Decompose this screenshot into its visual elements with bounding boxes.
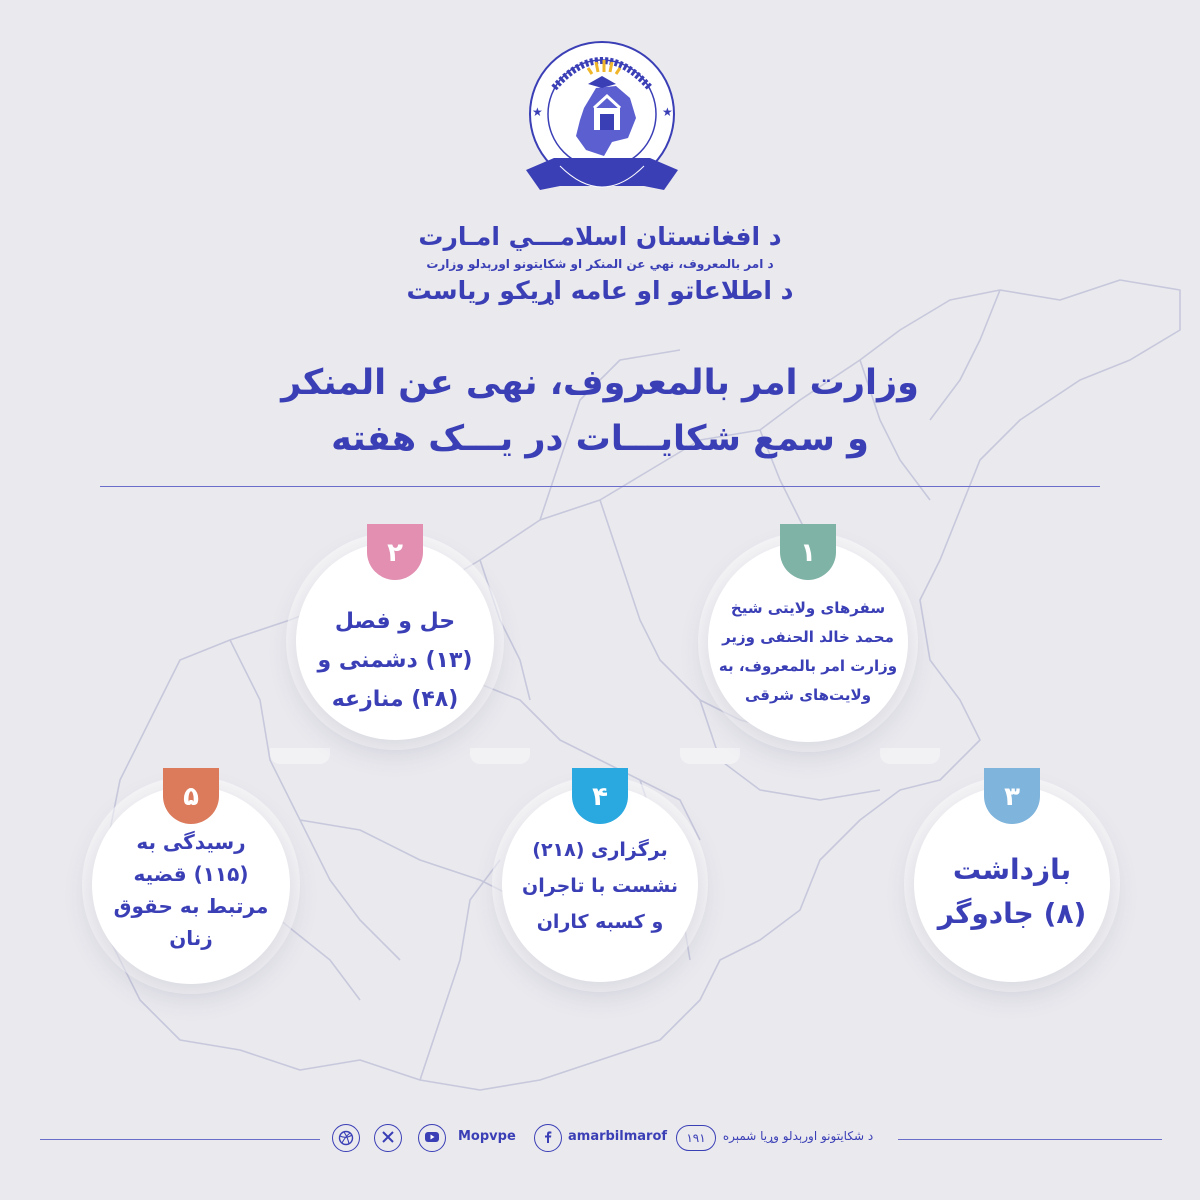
connector-tab (880, 748, 940, 764)
item-text: سفرهای ولایتی شیخ محمد خالد الحنفی وزیر وزارت امر بالمعروف، به ولایت‌های شرقی (718, 599, 898, 704)
item-text: رسیدگی به (۱۱۵) قضیه مرتبط به حقوق زنان (113, 830, 269, 950)
title-line-2: و سمع شکایـــات در یـــک هفته (331, 419, 869, 459)
ministry-name: د امر بالمعروف، نهي عن المنكر او شکايتونو اورېدلو وزارت (426, 257, 774, 271)
item-card-1 (708, 538, 908, 742)
item-card-3 (914, 782, 1110, 982)
footer-line-right (898, 1139, 1162, 1140)
item-number-badge: ۵ (163, 768, 219, 824)
title-divider (100, 486, 1100, 487)
item-text: حل و فصل (۱۳) دشمنی و (۴۸) منازعه (317, 609, 473, 712)
connector-tab (470, 748, 530, 764)
x-icon[interactable] (374, 1124, 402, 1152)
connector-tab (270, 748, 330, 764)
svg-text:★: ★ (662, 105, 673, 119)
youtube-icon[interactable] (418, 1124, 446, 1152)
hotline-label: د شکایتونو اورېدلو وړیا شمېره (722, 1129, 874, 1143)
item-card-2 (296, 538, 494, 740)
svg-text:★: ★ (532, 105, 543, 119)
item-text: بازداشت (۸) جادوگر (937, 853, 1087, 930)
item-number-badge: ۳ (984, 768, 1040, 824)
item-text: برگزاری (۲۱۸) نشست با تاجران و کسبه کاران (522, 839, 678, 933)
directorate-name: د اطلاعاتو او عامه اړیکو ریاست (406, 276, 794, 305)
item-card-5 (92, 782, 290, 984)
item-card-4 (502, 782, 698, 982)
footer-line-left (40, 1139, 320, 1140)
emirate-name: د افغانستان اسلامـــي امـارت (418, 222, 782, 251)
title-line-1: وزارت امر بالمعروف، نهی عن المنکر (281, 363, 919, 403)
facebook-handle[interactable]: amarbilmarof (568, 1129, 668, 1144)
page-title (220, 355, 980, 467)
youtube-handle[interactable]: Mopvpe (458, 1129, 516, 1144)
facebook-icon[interactable] (534, 1124, 562, 1152)
ministry-emblem (524, 38, 680, 228)
hotline-number-badge: ۱۹۱ (676, 1125, 716, 1151)
item-number-badge: ۲ (367, 524, 423, 580)
header (300, 220, 900, 308)
item-number-badge: ۱ (780, 524, 836, 580)
dribbble-icon[interactable] (332, 1124, 360, 1152)
connector-tab (680, 748, 740, 764)
item-number-badge: ۴ (572, 768, 628, 824)
